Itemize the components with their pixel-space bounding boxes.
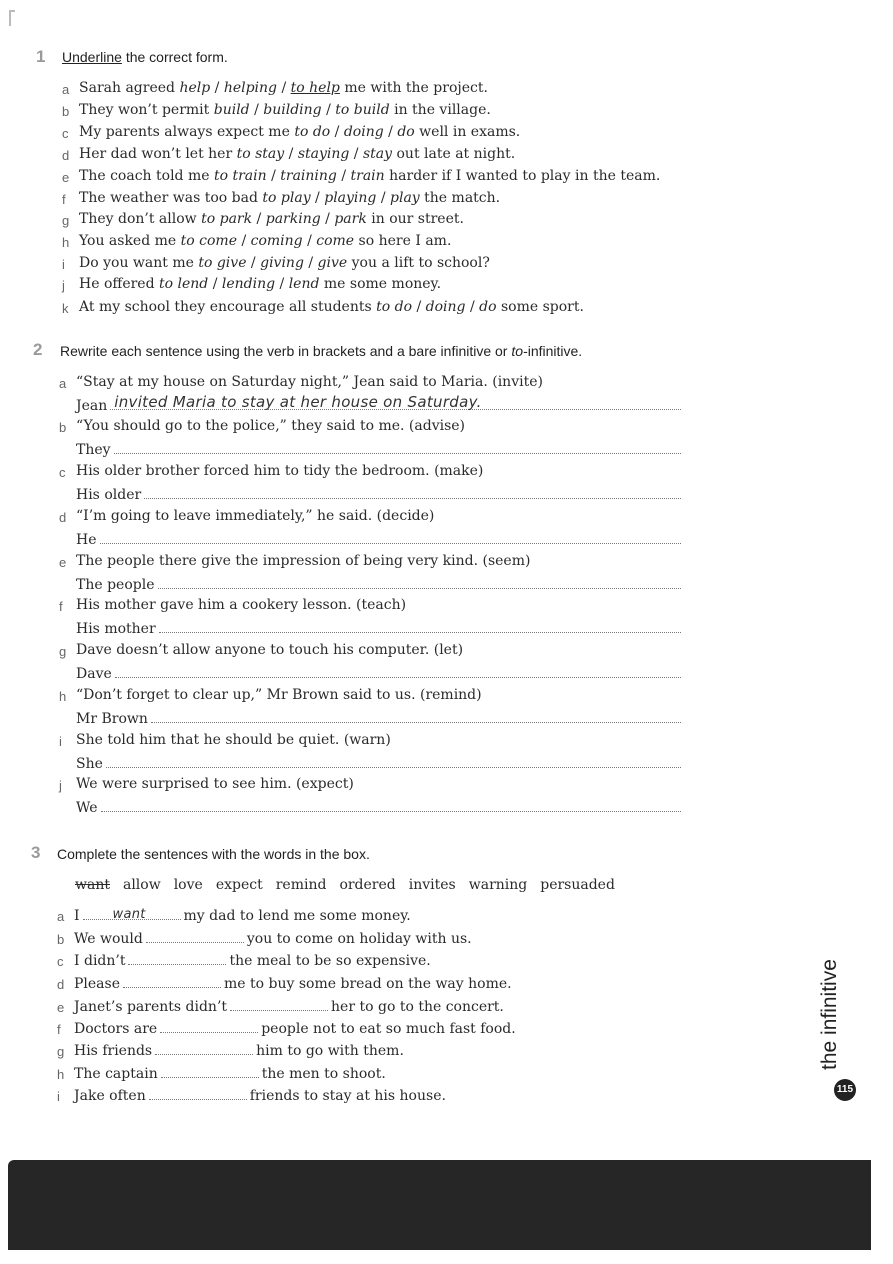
sentence-end: her to go to the concert.	[331, 999, 504, 1015]
box-word: expect	[215, 877, 263, 893]
item-letter: c	[59, 465, 66, 480]
answer-line	[76, 753, 681, 772]
box-word: invites	[408, 877, 456, 893]
exercise-1-sentence: They don’t allow to park / parking / park in our street.	[79, 211, 464, 227]
word-option[interactable]: come	[316, 233, 355, 249]
answer-line	[76, 797, 681, 816]
word-option[interactable]: to do	[376, 299, 413, 315]
word-option[interactable]: to play	[262, 190, 311, 206]
answer-start: They	[76, 442, 111, 458]
box-word: persuaded	[540, 877, 615, 893]
sentence-start: The captain	[74, 1066, 158, 1082]
answer-input[interactable]	[115, 663, 681, 678]
item-letter: e	[62, 170, 70, 185]
word-option[interactable]: give	[317, 255, 348, 271]
word-box	[75, 877, 628, 893]
item-letter: e	[59, 555, 67, 570]
answer-line	[76, 574, 681, 593]
sentence-end: the men to shoot.	[261, 1066, 386, 1082]
item-letter: i	[59, 734, 62, 749]
item-letter: d	[59, 510, 67, 525]
answer-input[interactable]	[151, 708, 681, 723]
exercise-2-sentence: Dave doesn’t allow anyone to touch his computer. (let)	[76, 642, 464, 658]
exercise-2-number: 2	[33, 340, 43, 359]
word-option[interactable]: train	[350, 168, 385, 184]
exercise-2-sentence: His older brother forced him to tidy the bedroom. (make)	[76, 463, 484, 479]
exercise-1-sentence: Do you want me to give / giving / give you a lift to school?	[79, 255, 490, 271]
word-option[interactable]: helping	[223, 80, 278, 96]
item-letter: b	[59, 420, 67, 435]
exercise-2-sentence: She told him that he should be quiet. (warn)	[76, 732, 391, 748]
exercise-1-sentence: My parents always expect me to do / doing / do well in exams.	[79, 124, 521, 140]
gap-input[interactable]	[160, 1020, 258, 1033]
word-option[interactable]: to give	[198, 255, 247, 271]
item-letter: a	[62, 82, 70, 97]
item-letter: f	[57, 1022, 61, 1037]
item-letter: f	[62, 192, 66, 207]
box-word: warning	[468, 877, 528, 893]
item-letter: i	[62, 257, 65, 272]
sentence-end: me to buy some bread on the way home.	[224, 976, 512, 992]
item-letter: g	[62, 213, 70, 228]
answer-input[interactable]	[110, 395, 681, 410]
word-option[interactable]: building	[263, 102, 322, 118]
section-title-vertical: the infinitive	[818, 959, 841, 1070]
answer-input[interactable]	[144, 484, 681, 499]
item-letter: b	[57, 932, 65, 947]
word-option[interactable]: play	[390, 190, 420, 206]
exercise-2-sentence: The people there give the impression of being very kind. (seem)	[76, 553, 531, 569]
word-option[interactable]: to park	[201, 211, 253, 227]
exercise-2-sentence: “You should go to the police,” they said to me. (advise)	[76, 418, 466, 434]
exercise-1-sentence: Sarah agreed help / helping / to help me with the project.	[79, 80, 488, 96]
item-letter: d	[62, 148, 70, 163]
exercise-2-instruction: Rewrite each sentence using the verb in brackets and a bare infinitive or to-infinitive.	[60, 343, 583, 359]
word-option[interactable]: lending	[221, 276, 276, 292]
word-option[interactable]: training	[280, 168, 337, 184]
item-letter: j	[62, 278, 65, 293]
word-option[interactable]: giving	[260, 255, 304, 271]
sentence-end: the meal to be so expensive.	[229, 953, 431, 969]
sentence-start: We would	[74, 931, 143, 947]
exercise-3-sentence	[74, 1020, 516, 1037]
answer-line	[76, 618, 681, 637]
item-letter: a	[57, 909, 65, 924]
item-letter: h	[57, 1067, 65, 1082]
word-option[interactable]: to come	[180, 233, 237, 249]
item-letter: b	[62, 104, 70, 119]
word-option[interactable]: staying	[297, 146, 350, 162]
exercise-1-sentence: You asked me to come / coming / come so here I am.	[79, 233, 452, 249]
item-letter: h	[62, 235, 70, 250]
exercise-2-sentence: “Stay at my house on Saturday night,” Jean said to Maria. (invite)	[76, 374, 543, 390]
exercise-3-instruction: Complete the sentences with the words in the box.	[57, 846, 370, 862]
answer-start: Dave	[76, 666, 112, 682]
exercise-3-sentence	[74, 1065, 386, 1082]
exercise-3-sentence	[74, 952, 431, 969]
corner-crop-mark	[9, 10, 15, 26]
answer-start: His mother	[76, 621, 156, 637]
word-option[interactable]: to build	[335, 102, 390, 118]
sentence-start: I	[74, 908, 80, 924]
sentence-start: His friends	[74, 1043, 153, 1059]
sentence-start: Please	[74, 976, 120, 992]
word-option[interactable]: do	[479, 299, 497, 315]
word-option[interactable]: coming	[250, 233, 303, 249]
exercise-1-number: 1	[36, 47, 46, 66]
answer-start: He	[76, 532, 97, 548]
exercise-1-sentence: The coach told me to train / training / train harder if I wanted to play in the team.	[79, 168, 661, 184]
item-letter: e	[57, 1000, 65, 1015]
item-letter: j	[59, 778, 62, 793]
word-option[interactable]: doing	[425, 299, 466, 315]
gap-input[interactable]	[155, 1042, 253, 1055]
answer-start: We	[76, 800, 98, 816]
word-option[interactable]: build	[213, 102, 250, 118]
word-option[interactable]: to train	[213, 168, 267, 184]
gap-input[interactable]	[161, 1065, 259, 1078]
answer-input[interactable]	[159, 618, 681, 633]
exercise-1-sentence: They won’t permit build / building / to build in the village.	[79, 102, 491, 118]
word-option[interactable]: stay	[362, 146, 393, 162]
item-letter: d	[57, 977, 65, 992]
exercise-3-sentence	[74, 1042, 404, 1059]
gap-input[interactable]	[128, 952, 226, 965]
answer-input[interactable]	[114, 439, 681, 454]
item-letter: i	[57, 1089, 60, 1104]
item-letter: c	[62, 126, 69, 141]
exercise-2-sentence: His mother gave him a cookery lesson. (teach)	[76, 597, 407, 613]
item-letter: g	[59, 644, 67, 659]
word-option[interactable]: playing	[324, 190, 377, 206]
item-letter: h	[59, 689, 67, 704]
gap-input[interactable]	[123, 975, 221, 988]
answer-line	[76, 663, 681, 682]
answer-input[interactable]	[101, 797, 681, 812]
answer-input[interactable]	[158, 574, 681, 589]
handwritten-answer: want	[112, 907, 146, 922]
sentence-end: people not to eat so much fast food.	[261, 1021, 516, 1037]
page-number-badge: 115	[834, 1079, 856, 1101]
sentence-start: Jake often	[74, 1088, 146, 1104]
answer-line	[76, 484, 681, 503]
answer-line	[76, 439, 681, 458]
exercise-1-sentence: The weather was too bad to play / playing / play the match.	[79, 190, 501, 206]
answer-start: Jean	[76, 398, 108, 414]
item-letter: c	[57, 954, 64, 969]
item-letter: k	[62, 301, 69, 316]
sentence-end: him to go with them.	[256, 1043, 404, 1059]
sentence-end: my dad to lend me some money.	[183, 908, 411, 924]
exercise-3-sentence	[74, 998, 504, 1015]
answer-input[interactable]	[106, 753, 681, 768]
handwritten-answer: invited Maria to stay at her house on Saturday.	[114, 393, 482, 411]
exercise-1-sentence: At my school they encourage all students to do / doing / do some sport.	[79, 299, 584, 315]
word-option[interactable]: parking	[265, 211, 321, 227]
sentence-start: Doctors are	[74, 1021, 158, 1037]
word-option[interactable]: help	[179, 80, 211, 96]
box-word: want	[75, 877, 110, 893]
box-word: allow	[122, 877, 161, 893]
answer-start: She	[76, 756, 103, 772]
answer-line	[76, 708, 681, 727]
box-word: remind	[275, 877, 327, 893]
exercise-3-sentence	[74, 1087, 446, 1104]
gap-input[interactable]	[230, 998, 328, 1011]
exercise-2-sentence: We were surprised to see him. (expect)	[76, 776, 354, 792]
box-word: ordered	[339, 877, 396, 893]
word-option[interactable]: doing	[343, 124, 384, 140]
word-option[interactable]: to help	[290, 80, 340, 96]
sentence-start: Janet’s parents didn’t	[74, 999, 228, 1015]
word-option[interactable]: to lend	[159, 276, 209, 292]
exercise-1-sentence: Her dad won’t let her to stay / staying / stay out late at night.	[79, 146, 516, 162]
exercise-3-sentence	[74, 907, 411, 924]
exercise-2-sentence: “Don’t forget to clear up,” Mr Brown said to us. (remind)	[76, 687, 482, 703]
exercise-3-sentence	[74, 975, 512, 992]
word-option[interactable]: do	[397, 124, 415, 140]
answer-start: Mr Brown	[76, 711, 148, 727]
sentence-end: you to come on holiday with us.	[246, 931, 472, 947]
item-letter: f	[59, 599, 63, 614]
exercise-1-sentence: He offered to lend / lending / lend me some money.	[79, 276, 442, 292]
answer-start: The people	[76, 577, 155, 593]
answer-line	[76, 395, 681, 414]
exercise-2-sentence: “I’m going to leave immediately,” he said. (decide)	[76, 508, 435, 524]
word-option[interactable]: park	[334, 211, 367, 227]
item-letter: a	[59, 376, 67, 391]
footer-dark-band	[8, 1160, 871, 1250]
sentence-start: I didn’t	[74, 953, 126, 969]
gap-input[interactable]	[83, 907, 181, 920]
answer-start: His older	[76, 487, 142, 503]
gap-input[interactable]	[149, 1087, 247, 1100]
word-option[interactable]: lend	[288, 276, 320, 292]
word-option[interactable]: to do	[294, 124, 331, 140]
box-word: love	[173, 877, 203, 893]
word-option[interactable]: to stay	[236, 146, 285, 162]
answer-input[interactable]	[100, 529, 681, 544]
gap-input[interactable]	[146, 930, 244, 943]
exercise-3-sentence	[74, 930, 472, 947]
exercise-3-number: 3	[31, 843, 41, 862]
item-letter: g	[57, 1044, 65, 1059]
answer-line	[76, 529, 681, 548]
sentence-end: friends to stay at his house.	[249, 1088, 446, 1104]
exercise-1-instruction: Underline the correct form.	[62, 49, 228, 65]
